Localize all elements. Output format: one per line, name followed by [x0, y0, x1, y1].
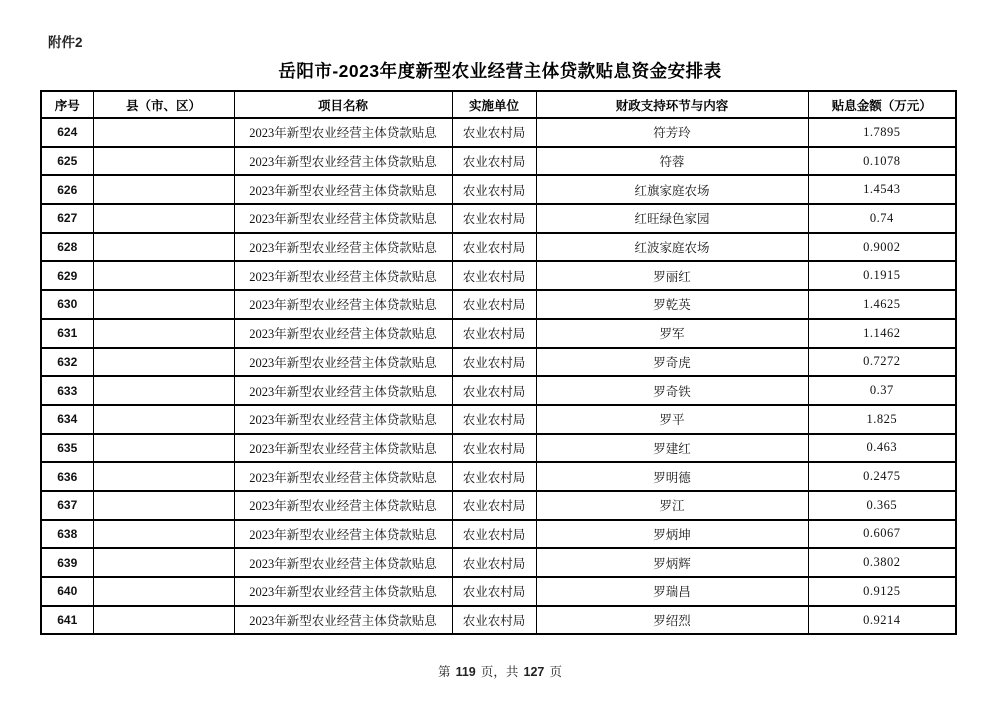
- cell-content: 罗军: [536, 319, 808, 348]
- cell-unit: 农业农村局: [452, 118, 536, 147]
- cell-project: 2023年新型农业经营主体贷款贴息: [234, 434, 452, 463]
- cell-unit: 农业农村局: [452, 348, 536, 377]
- cell-seq: 635: [41, 434, 93, 463]
- footer-total-pages: 127: [523, 665, 545, 679]
- cell-project: 2023年新型农业经营主体贷款贴息: [234, 233, 452, 262]
- table-row: [41, 606, 956, 635]
- cell-amount: 0.2475: [808, 462, 956, 491]
- cell-content: 罗平: [536, 405, 808, 434]
- cell-amount: 0.37: [808, 376, 956, 405]
- cell-amount: 0.365: [808, 491, 956, 520]
- cell-county: [93, 405, 234, 434]
- cell-unit: 农业农村局: [452, 261, 536, 290]
- cell-seq: 639: [41, 548, 93, 577]
- cell-amount: 0.9214: [808, 606, 956, 635]
- table-row: [41, 290, 956, 319]
- cell-unit: 农业农村局: [452, 520, 536, 549]
- cell-project: 2023年新型农业经营主体贷款贴息: [234, 606, 452, 635]
- cell-seq: 633: [41, 376, 93, 405]
- cell-amount: 0.9125: [808, 577, 956, 606]
- table-row: [41, 405, 956, 434]
- cell-content: 红旗家庭农场: [536, 175, 808, 204]
- cell-county: [93, 491, 234, 520]
- cell-seq: 628: [41, 233, 93, 262]
- footer-suffix: 页: [549, 665, 563, 679]
- cell-project: 2023年新型农业经营主体贷款贴息: [234, 577, 452, 606]
- cell-county: [93, 348, 234, 377]
- cell-amount: 1.4625: [808, 290, 956, 319]
- footer-page-number: 119: [455, 665, 476, 679]
- cell-content: 罗瑞昌: [536, 577, 808, 606]
- cell-content: 红波家庭农场: [536, 233, 808, 262]
- cell-county: [93, 118, 234, 147]
- cell-content: 罗绍烈: [536, 606, 808, 635]
- cell-amount: 1.7895: [808, 118, 956, 147]
- cell-content: 罗江: [536, 491, 808, 520]
- cell-unit: 农业农村局: [452, 204, 536, 233]
- cell-county: [93, 261, 234, 290]
- table-row: [41, 376, 956, 405]
- cell-seq: 632: [41, 348, 93, 377]
- column-header-3: 实施单位: [452, 91, 536, 118]
- cell-seq: 638: [41, 520, 93, 549]
- cell-content: 符蓉: [536, 147, 808, 176]
- column-header-1: 县（市、区）: [93, 91, 234, 118]
- cell-unit: 农业农村局: [452, 462, 536, 491]
- table-row: [41, 577, 956, 606]
- cell-county: [93, 175, 234, 204]
- footer-prefix: 第: [437, 665, 451, 679]
- cell-amount: 1.825: [808, 405, 956, 434]
- cell-content: 罗奇铁: [536, 376, 808, 405]
- cell-content: 罗建红: [536, 434, 808, 463]
- column-header-0: 序号: [41, 91, 93, 118]
- cell-content: 罗乾英: [536, 290, 808, 319]
- table-row: [41, 118, 956, 147]
- cell-content: 罗明德: [536, 462, 808, 491]
- cell-seq: 636: [41, 462, 93, 491]
- cell-project: 2023年新型农业经营主体贷款贴息: [234, 175, 452, 204]
- cell-county: [93, 319, 234, 348]
- table-row: [41, 434, 956, 463]
- cell-project: 2023年新型农业经营主体贷款贴息: [234, 348, 452, 377]
- cell-county: [93, 147, 234, 176]
- cell-seq: 631: [41, 319, 93, 348]
- cell-project: 2023年新型农业经营主体贷款贴息: [234, 462, 452, 491]
- cell-unit: 农业农村局: [452, 405, 536, 434]
- column-header-2: 项目名称: [234, 91, 452, 118]
- cell-county: [93, 204, 234, 233]
- cell-unit: 农业农村局: [452, 290, 536, 319]
- column-header-4: 财政支持环节与内容: [536, 91, 808, 118]
- cell-project: 2023年新型农业经营主体贷款贴息: [234, 376, 452, 405]
- cell-content: 罗奇虎: [536, 348, 808, 377]
- table-row: [41, 491, 956, 520]
- cell-seq: 626: [41, 175, 93, 204]
- cell-project: 2023年新型农业经营主体贷款贴息: [234, 548, 452, 577]
- cell-amount: 0.6067: [808, 520, 956, 549]
- cell-unit: 农业农村局: [452, 233, 536, 262]
- table-header-row: [41, 91, 956, 118]
- table-row: [41, 348, 956, 377]
- cell-project: 2023年新型农业经营主体贷款贴息: [234, 491, 452, 520]
- cell-seq: 641: [41, 606, 93, 635]
- cell-seq: 624: [41, 118, 93, 147]
- cell-unit: 农业农村局: [452, 606, 536, 635]
- cell-content: 罗炳辉: [536, 548, 808, 577]
- cell-seq: 629: [41, 261, 93, 290]
- cell-amount: 1.1462: [808, 319, 956, 348]
- page-footer: [0, 662, 1000, 680]
- cell-content: 符芳玲: [536, 118, 808, 147]
- cell-county: [93, 520, 234, 549]
- cell-unit: 农业农村局: [452, 548, 536, 577]
- table-row: [41, 147, 956, 176]
- cell-unit: 农业农村局: [452, 577, 536, 606]
- cell-seq: 630: [41, 290, 93, 319]
- cell-county: [93, 233, 234, 262]
- cell-county: [93, 548, 234, 577]
- cell-amount: 1.4543: [808, 175, 956, 204]
- cell-project: 2023年新型农业经营主体贷款贴息: [234, 147, 452, 176]
- cell-unit: 农业农村局: [452, 147, 536, 176]
- column-header-5: 贴息金额（万元）: [808, 91, 956, 118]
- footer-middle: 页，共: [480, 665, 519, 679]
- cell-project: 2023年新型农业经营主体贷款贴息: [234, 405, 452, 434]
- cell-content: 罗丽红: [536, 261, 808, 290]
- cell-unit: 农业农村局: [452, 376, 536, 405]
- cell-county: [93, 434, 234, 463]
- cell-project: 2023年新型农业经营主体贷款贴息: [234, 319, 452, 348]
- cell-project: 2023年新型农业经营主体贷款贴息: [234, 261, 452, 290]
- table-body: [41, 118, 956, 634]
- cell-county: [93, 462, 234, 491]
- cell-seq: 640: [41, 577, 93, 606]
- table-row: [41, 520, 956, 549]
- cell-county: [93, 606, 234, 635]
- cell-seq: 627: [41, 204, 93, 233]
- cell-seq: 634: [41, 405, 93, 434]
- cell-amount: 0.7272: [808, 348, 956, 377]
- page-title: 岳阳市-2023年度新型农业经营主体贷款贴息资金安排表: [278, 61, 722, 81]
- cell-amount: 0.9002: [808, 233, 956, 262]
- cell-amount: 0.463: [808, 434, 956, 463]
- cell-unit: 农业农村局: [452, 175, 536, 204]
- cell-unit: 农业农村局: [452, 319, 536, 348]
- cell-county: [93, 577, 234, 606]
- cell-amount: 0.1915: [808, 261, 956, 290]
- cell-project: 2023年新型农业经营主体贷款贴息: [234, 290, 452, 319]
- subsidy-table: [40, 90, 957, 635]
- table-row: [41, 319, 956, 348]
- cell-seq: 637: [41, 491, 93, 520]
- cell-amount: 0.1078: [808, 147, 956, 176]
- cell-unit: 农业农村局: [452, 491, 536, 520]
- cell-county: [93, 376, 234, 405]
- cell-unit: 农业农村局: [452, 434, 536, 463]
- cell-project: 2023年新型农业经营主体贷款贴息: [234, 204, 452, 233]
- cell-project: 2023年新型农业经营主体贷款贴息: [234, 520, 452, 549]
- cell-content: 红旺绿色家园: [536, 204, 808, 233]
- table-row: [41, 261, 956, 290]
- cell-project: 2023年新型农业经营主体贷款贴息: [234, 118, 452, 147]
- cell-amount: 0.74: [808, 204, 956, 233]
- cell-seq: 625: [41, 147, 93, 176]
- table-row: [41, 175, 956, 204]
- table-row: [41, 462, 956, 491]
- cell-amount: 0.3802: [808, 548, 956, 577]
- table-row: [41, 204, 956, 233]
- cell-content: 罗炳坤: [536, 520, 808, 549]
- table-row: [41, 233, 956, 262]
- table-row: [41, 548, 956, 577]
- cell-county: [93, 290, 234, 319]
- attachment-label: 附件2: [48, 35, 83, 50]
